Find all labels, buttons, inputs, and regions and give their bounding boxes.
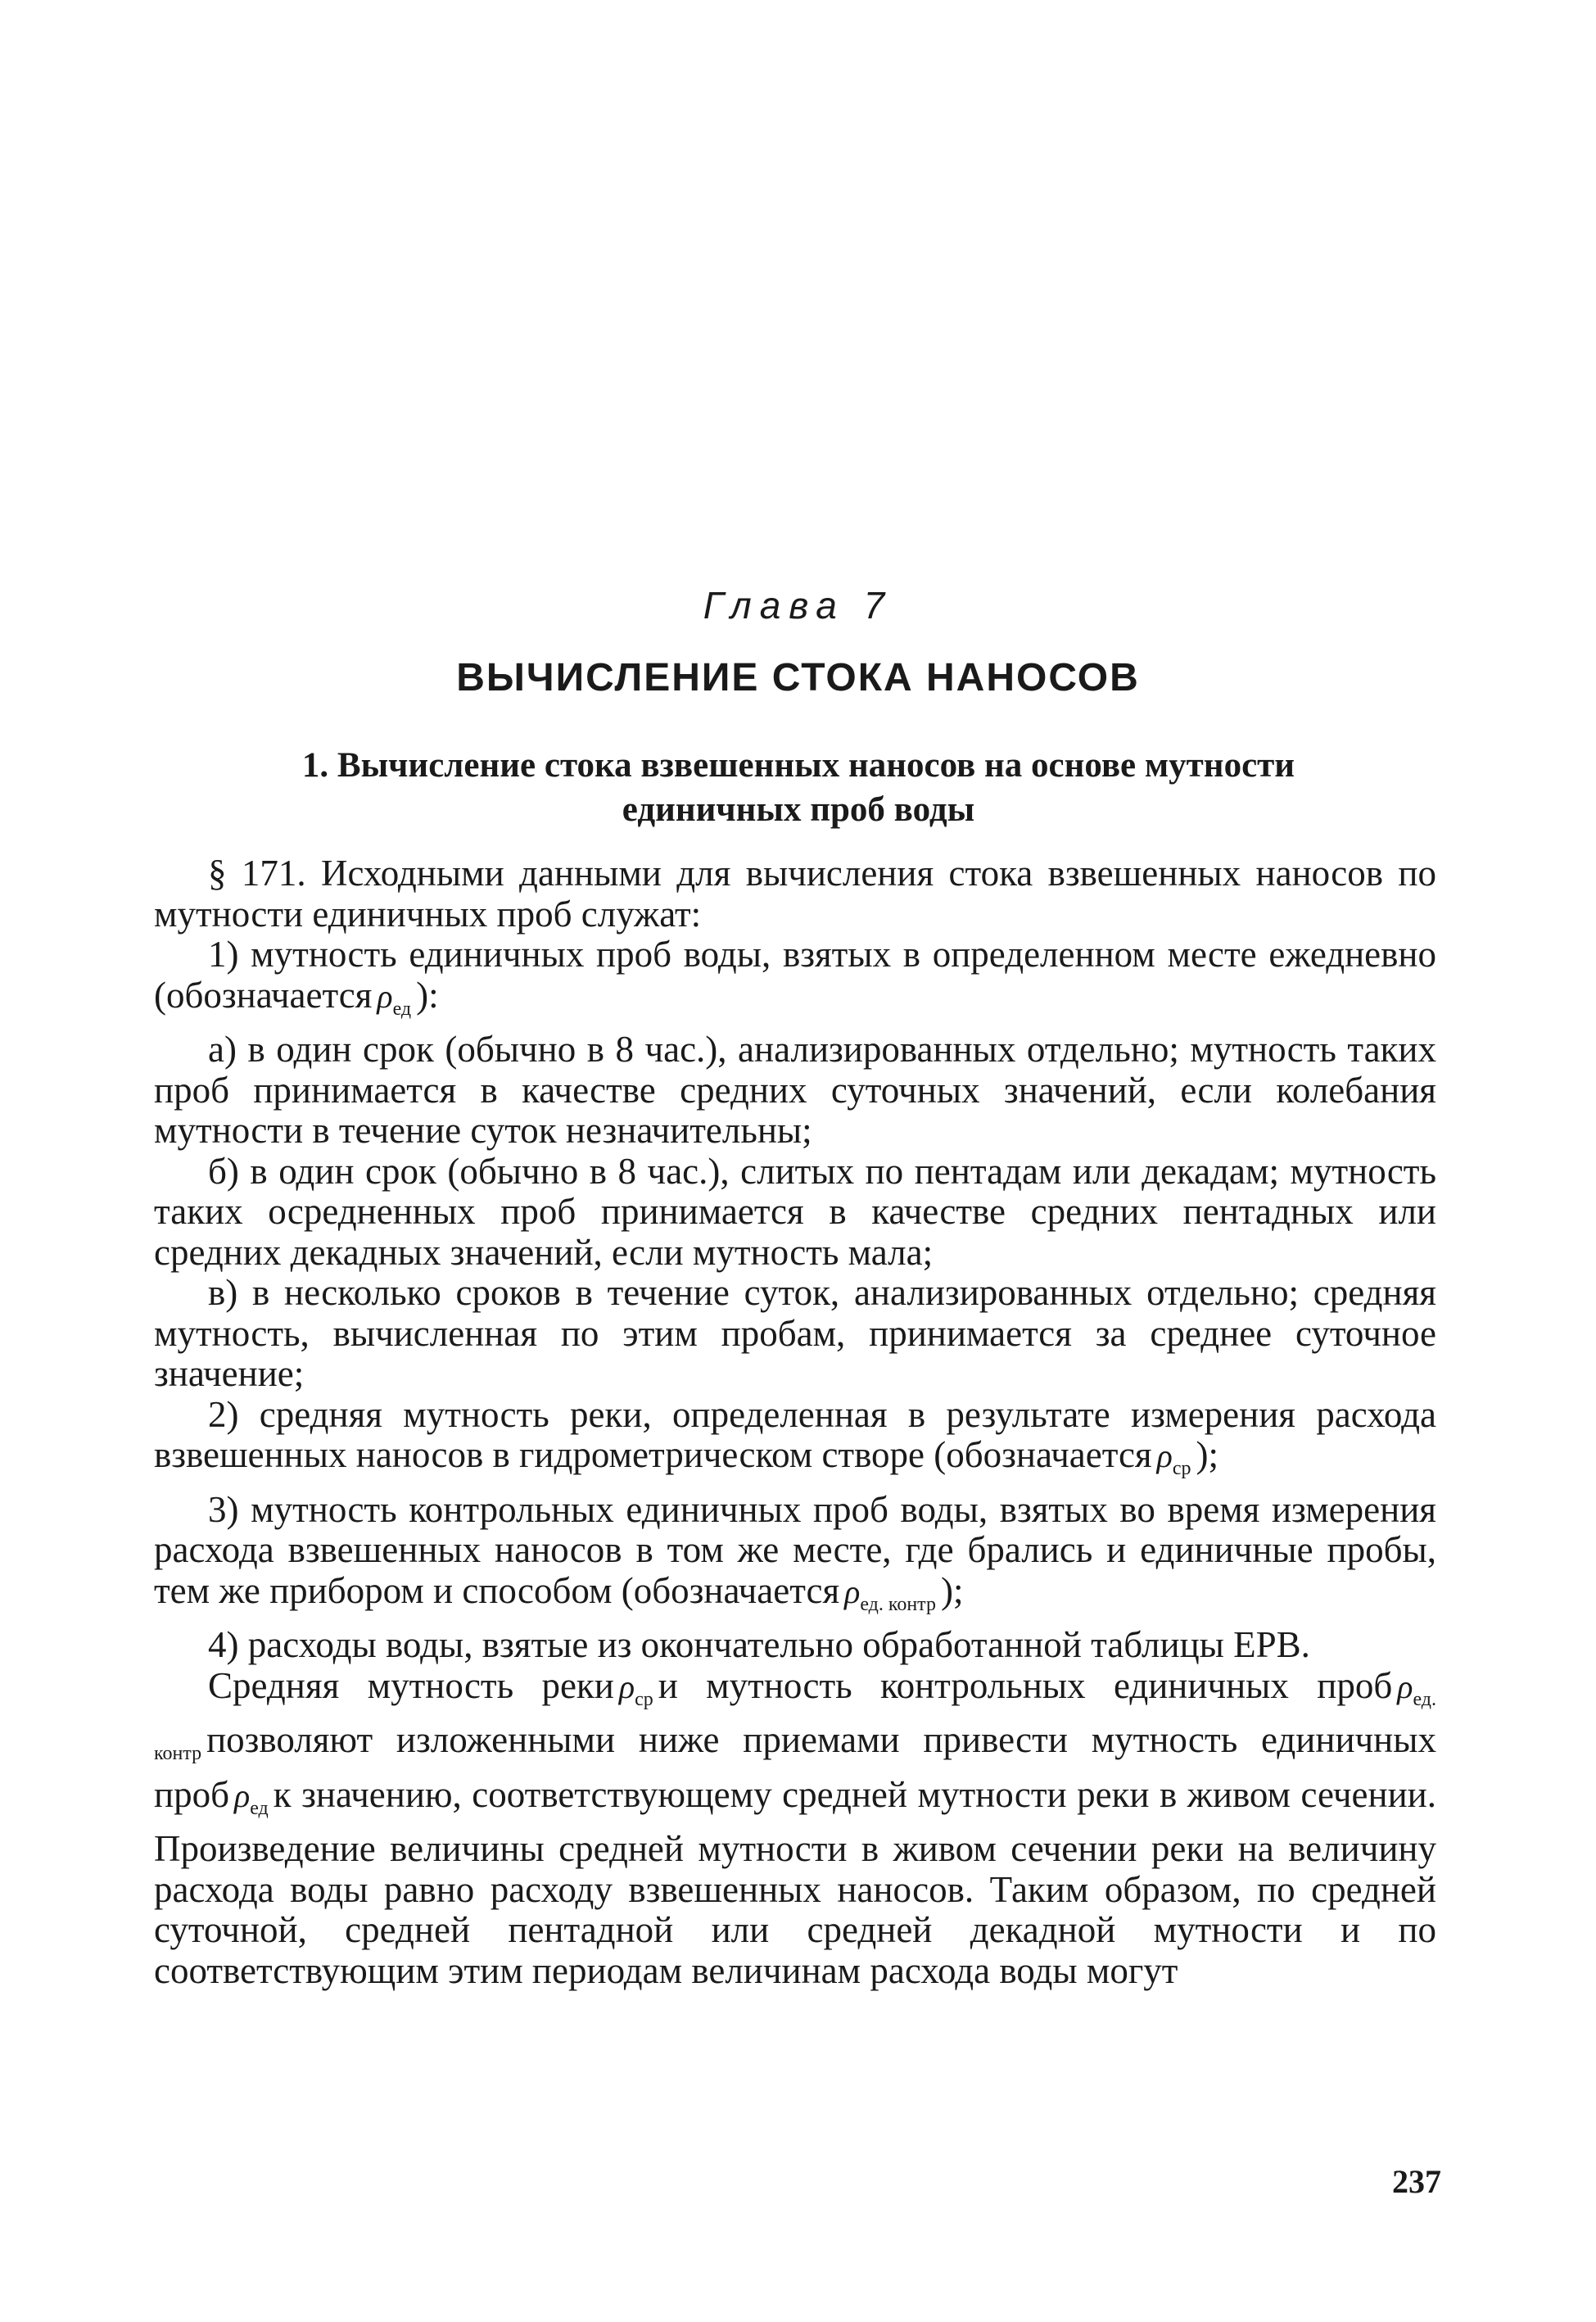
chapter-label: Глава 7: [703, 584, 893, 627]
list-item-b: б) в один срок (обычно в 8 час.), слитых по пентадам или декадам; мутность таких осредненных проб принимается в качестве средних пентадных или средних декадных значений, если мутность мала;: [154, 1150, 1436, 1273]
symbol-rho-ed-kontr: $\rho_{ед. контр}$: [154, 1668, 1436, 1764]
list-item-1-text: 1) мутность единичных проб воды, взятых в определенном месте ежедневно (обозначается: [154, 934, 1436, 1016]
symbol-rho-ed-kontr: $\rho_{ед. контр}$: [844, 1573, 936, 1615]
symbol-rho-sr: $\rho_{ср}$: [1156, 1437, 1191, 1479]
section-heading-line-2: единичных проб воды: [622, 790, 975, 829]
list-item-2: 2) средняя мутность реки, определенная в результате измерения расхода взвешенных наносов в гидрометрическом створе (обозначается $\rho_{ср}$ );: [154, 1393, 1436, 1479]
list-item-4: 4) расходы воды, взятые из окончательно обработанной таблицы ЕРВ.: [208, 1624, 1310, 1665]
list-item-2-text: 2) средняя мутность реки, определенная в результате измерения расхода взвешенных наносов в гидрометрическом створе (обозначается: [154, 1393, 1436, 1475]
section-heading: [213, 744, 1384, 832]
section-heading-line-1: 1. Вычисление стока взвешенных наносов на основе мутности: [301, 746, 1295, 785]
list-item-3-text: 3) мутность контрольных единичных проб воды, взятых во время измерения расхода взвешенных наносов в том же месте, где брались и единичные пробы, тем же прибором и способом (обозначается: [154, 1488, 1436, 1611]
paragraph-final: Средняя мутность реки $\rho_{ср}$ и мутность контрольных единичных проб $\rho_{ед. контр}$ позволяют изложенными ниже приемами привести мутность единичных проб $\rho_{ед}$ к значению, соответствующему средней мутности реки в живом сечении. Произведение величины средней мутности в живом сечении реки на величину расхода воды равно расходу взвешенных наносов. Таким образом, по средней суточной, средней пентадной или средней декадной мутности и по соответствующим этим периодам величинам расхода воды могут: [154, 1664, 1436, 1991]
list-item-1: 1) мутность единичных проб воды, взятых в определенном месте ежедневно (обозначается $\rho_{ед}$ ):: [154, 934, 1436, 1020]
symbol-rho-sr: $\rho_{ср}$: [618, 1668, 653, 1710]
symbol-rho-ed: $\rho_{ед}$: [377, 977, 412, 1020]
body-text: [154, 853, 1436, 1991]
page-number: 237: [1392, 2163, 1441, 2200]
paragraph-171: § 171. Исходными данными для вычисления стока взвешенных наносов по мутности единичных проб служат:: [154, 853, 1436, 935]
list-item-v: в) в несколько сроков в течение суток, анализированных отдельно; средняя мутность, вычисленная по этим пробам, принимается за среднее суточное значение;: [154, 1272, 1436, 1394]
list-item-a: а) в один срок (обычно в 8 час.), анализированных отдельно; мутность таких проб принимается в качестве средних суточных значений, если колебания мутности в течение суток незначительны;: [154, 1029, 1436, 1151]
chapter-title: ВЫЧИСЛЕНИЕ СТОКА НАНОСОВ: [456, 656, 1140, 699]
symbol-rho-ed: $\rho_{ед}$: [233, 1777, 269, 1819]
list-item-3: 3) мутность контрольных единичных проб воды, взятых во время измерения расхода взвешенных наносов в том же месте, где брались и единичные пробы, тем же прибором и способом (обозначается $\rho_{ед. контр}$ );: [154, 1488, 1436, 1615]
